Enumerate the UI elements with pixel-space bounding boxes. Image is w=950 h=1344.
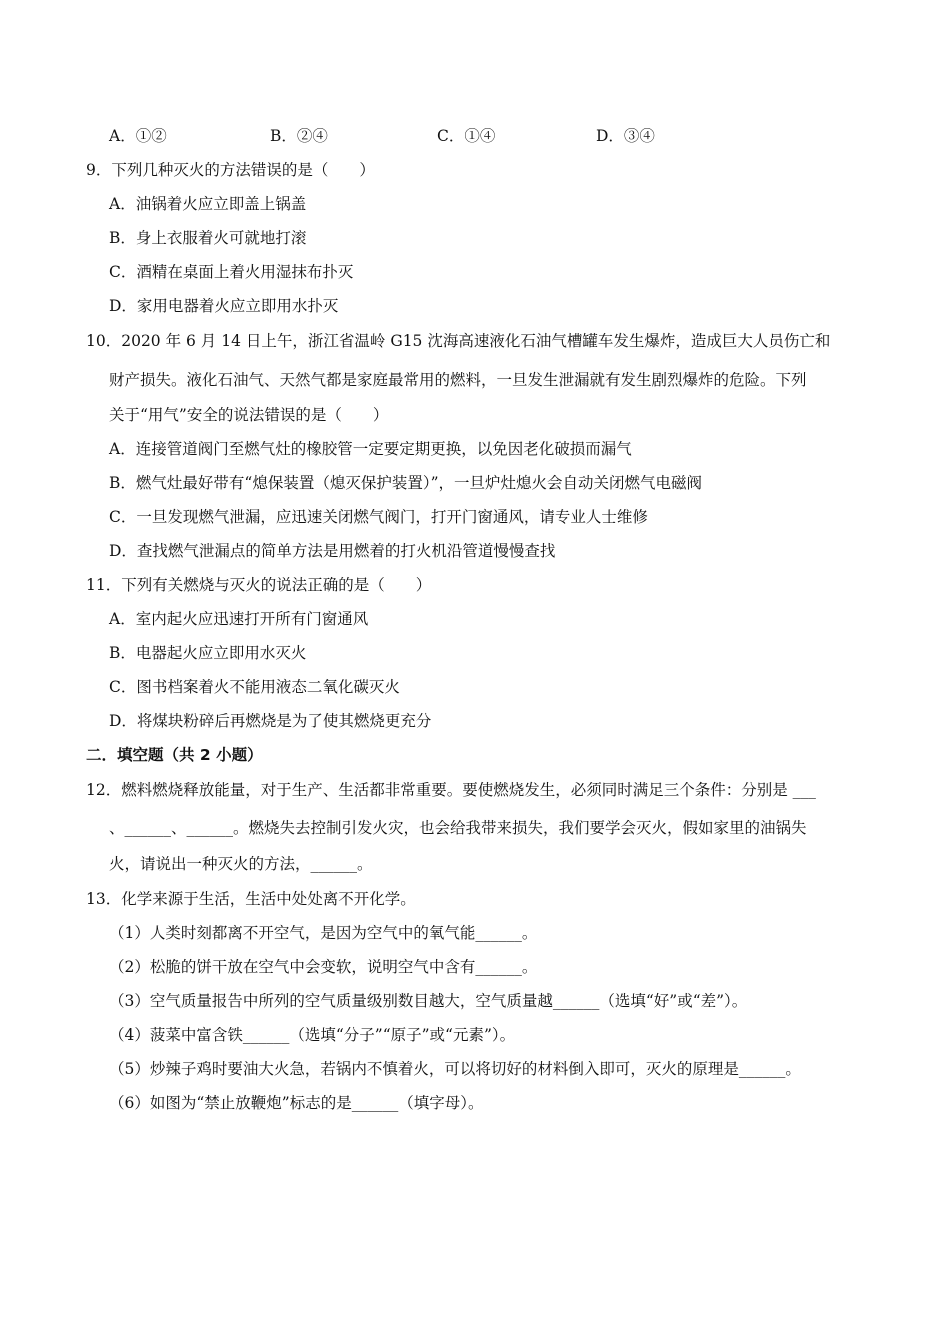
q8-option-c: C．①④ — [437, 127, 496, 145]
q9-option-a: A．油锅着火应立即盖上锅盖 — [109, 195, 307, 213]
q10-stem-line-3: 关于“用气”安全的说法错误的是（ ） — [109, 406, 389, 424]
q13-part-1: （1）人类时刻都离不开空气，是因为空气中的氧气能______。 — [109, 924, 538, 942]
q11-option-b: B．电器起火应立即用水灭火 — [109, 644, 307, 662]
q13-part-6: （6）如图为“禁止放鞭炮”标志的是______（填字母）。 — [109, 1094, 484, 1112]
q10-stem-line-1: 10．2020 年 6 月 14 日上午，浙江省温岭 G15 沈海高速液化石油气槽罐车发生爆炸，造成巨大人员伤亡和 — [86, 332, 831, 350]
q12-line-3: 火，请说出一种灭火的方法，______。 — [109, 855, 373, 873]
q13-stem: 13．化学来源于生活，生活中处处离不开化学。 — [86, 890, 416, 908]
q10-option-c: C．一旦发现燃气泄漏，应迅速关闭燃气阀门，打开门窗通风，请专业人士维修 — [109, 508, 648, 526]
q13-part-4: （4）菠菜中富含铁______（选填“分子”“原子”或“元素”）。 — [109, 1026, 516, 1044]
q9-option-d: D．家用电器着火应立即用水扑灭 — [109, 297, 339, 315]
q10-option-b: B．燃气灶最好带有“熄保装置（熄灭保护装置）”，一旦炉灶熄火会自动关闭燃气电磁阀 — [109, 474, 702, 492]
q11-option-a: A．室内起火应迅速打开所有门窗通风 — [109, 610, 369, 628]
q12-line-1: 12．燃料燃烧释放能量，对于生产、生活都非常重要。要使燃烧发生，必须同时满足三个条件：分别是 ___ — [86, 781, 816, 799]
q9-option-b: B．身上衣服着火可就地打滚 — [109, 229, 307, 247]
q8-option-b: B．②④ — [270, 127, 328, 145]
q10-option-a: A．连接管道阀门至燃气灶的橡胶管一定要定期更换，以免因老化破损而漏气 — [109, 440, 632, 458]
section-heading: 二．填空题（共 2 小题） — [86, 746, 263, 764]
q11-stem: 11．下列有关燃烧与灭火的说法正确的是（ ） — [86, 576, 432, 594]
q8-option-a: A．①② — [109, 127, 167, 145]
q13-part-5: （5）炒辣子鸡时要油大火急，若锅内不慎着火，可以将切好的材料倒入即可，灭火的原理是______。 — [109, 1060, 801, 1078]
q9-stem: 9．下列几种灭火的方法错误的是（ ） — [86, 161, 375, 179]
q13-part-3: （3）空气质量报告中所列的空气质量级别数目越大，空气质量越______（选填“好”或“差”）。 — [109, 992, 748, 1010]
q10-stem-line-2: 财产损失。液化石油气、天然气都是家庭最常用的燃料，一旦发生泄漏就有发生剧烈爆炸的危险。下列 — [109, 371, 807, 389]
q8-option-d: D．③④ — [596, 127, 655, 145]
q10-option-d: D．查找燃气泄漏点的简单方法是用燃着的打火机沿管道慢慢查找 — [109, 542, 556, 560]
q11-option-c: C．图书档案着火不能用液态二氧化碳灭火 — [109, 678, 400, 696]
q9-option-c: C．酒精在桌面上着火用湿抹布扑灭 — [109, 263, 354, 281]
q13-part-2: （2）松脆的饼干放在空气中会变软，说明空气中含有______。 — [109, 958, 538, 976]
q12-line-2: 、______、______。燃烧失去控制引发火灾，也会给我带来损失，我们要学会灭火，假如家里的油锅失 — [109, 819, 807, 837]
q11-option-d: D．将煤块粉碎后再燃烧是为了使其燃烧更充分 — [109, 712, 432, 730]
